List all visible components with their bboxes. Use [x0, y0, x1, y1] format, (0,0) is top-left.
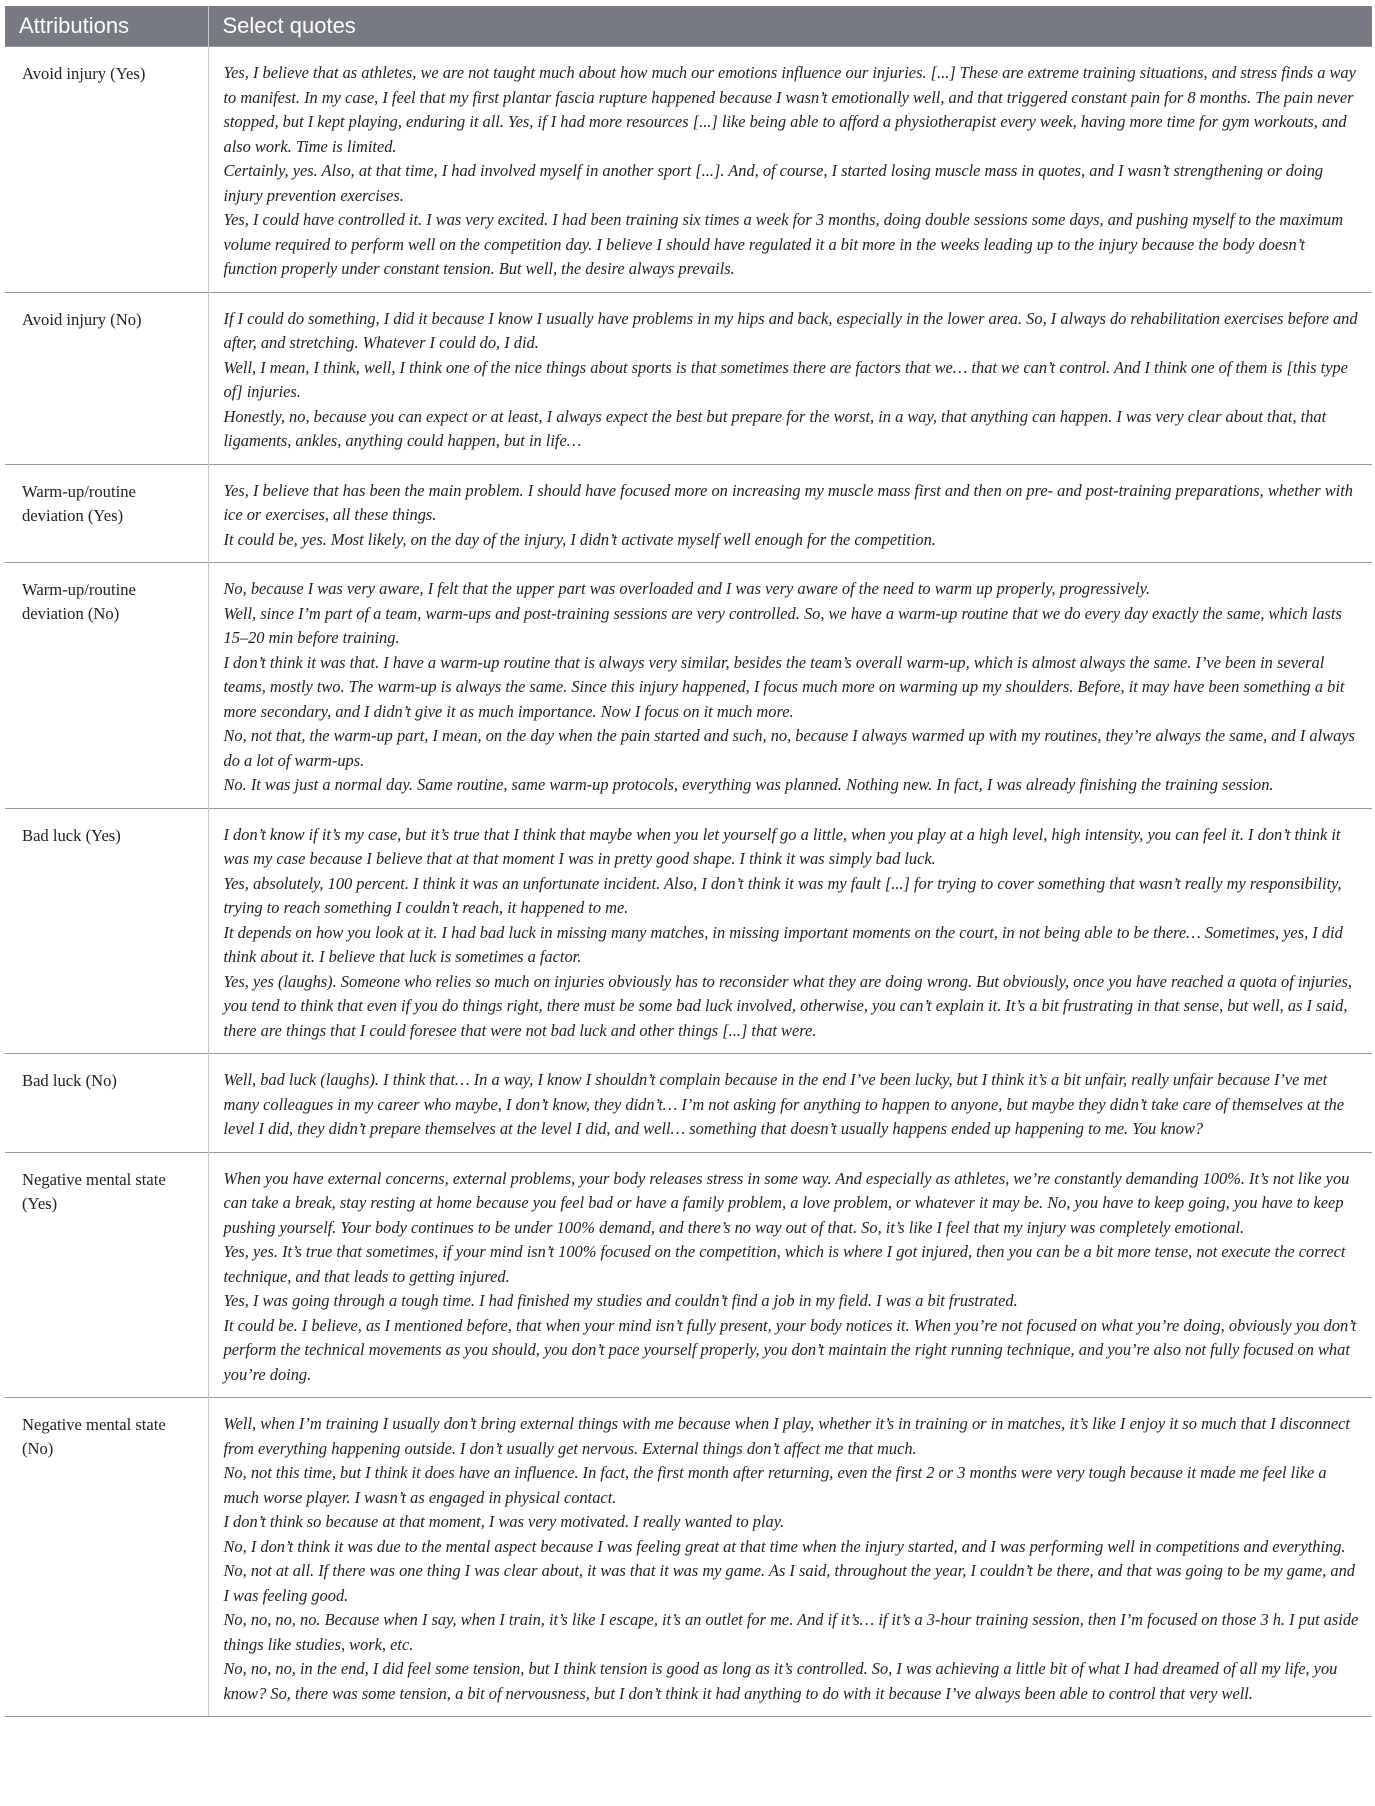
header-select-quotes: Select quotes	[208, 6, 1372, 47]
table-row	[5, 464, 1372, 563]
quote-text: Yes, I believe that has been the main problem. I should have focused more on increasing my muscle mass first and then on pre- and post-training preparations, whether with ice or exercises, all these things.	[223, 480, 1353, 524]
attribution-cell: Negative mental state (Yes)	[5, 1152, 208, 1398]
quotes-table-container	[5, 6, 1372, 1717]
table-row	[5, 1398, 1372, 1717]
table-row	[5, 47, 1372, 293]
attribution-cell: Avoid injury (No)	[5, 292, 208, 464]
table-row	[5, 292, 1372, 464]
quote-text: No, because I was very aware, I felt that the upper part was overloaded and I was very aware of the need to warm up properly, progressively.	[223, 579, 1151, 598]
quotes-cell	[208, 808, 1372, 1054]
table-body	[5, 47, 1372, 1717]
table-row	[5, 563, 1372, 809]
quote-text: Well, bad luck (laughs). I think that… In a way, I know I shouldn’t complain because in the end I’ve been lucky, but I think it’s a bit unfair, really unfair because I’ve met many colleagues in my career who maybe, I don’t know, they didn’t… I’m not asking for anything to happen to anyone, but maybe they didn’t take care of themselves at the level I did, they didn’t prepare themselves at the level I did, and well… something that doesn’t usually happens ended up happening to me. You know?	[223, 1070, 1345, 1138]
quote-text: It could be, yes. Most likely, on the day of the injury, I didn’t activate myself well enough for the competition.	[223, 529, 936, 549]
quote-text: Yes, I could have controlled it. I was very excited. I had been training six times a week for 3 months, doing double sessions some days, and pushing myself to the maximum volume required to perform well on the competition day. I believe I should have regulated it a bit more in the weeks leading up to the injury because the body doesn’t function properly under constant tension. But well, the desire always prevails.	[223, 210, 1344, 278]
quote-text: No, no, no, no. Because when I say, when I train, it’s like I escape, it’s an outlet for me. And if it’s… if it’s a 3-hour training session, then I’m focused on those 3 h. I put aside things like studies, work, etc.	[223, 1610, 1359, 1654]
quote-text: Yes, I believe that as athletes, we are not taught much about how much our emotions influence our injuries. [...] These are extreme training situations, and stress finds a way to manifest. In my case, I feel that my first plantar fascia rupture happened because I wasn’t emotionally well, and that triggered constant pain for 8 months. The pain never stopped, but I kept playing, enduring it all. Yes, if I had more resources [...] like being able to afford a physiotherapist every week, having more time for gym workouts, and also work. Time is limited.	[223, 63, 1356, 156]
quote-text: It depends on how you look at it. I had bad luck in missing many matches, in missing important moments on the court, in not being able to be there… Sometimes, yes, I did think about it. I believe that luck is sometimes a factor.	[223, 922, 1343, 966]
quote-text: No, not this time, but I think it does have an influence. In fact, the first month after returning, even the first 2 or 3 months were very tough because it made me feel like a much worse player. I wasn’t as engaged in physical contact.	[223, 1463, 1327, 1507]
quotes-cell	[208, 1152, 1372, 1398]
attribution-cell: Warm-up/routine deviation (No)	[5, 563, 208, 809]
attribution-cell: Warm-up/routine deviation (Yes)	[5, 464, 208, 563]
quote-text: Well, I mean, I think, well, I think one of the nice things about sports is that sometimes there are factors that we… that we can’t control. And I think one of them is [this type of] injuries.	[223, 357, 1348, 401]
quote-text: No, not at all. If there was one thing I was clear about, it was that it was my game. As I said, throughout the year, I couldn’t be there, and that was going to be my game, and I was feeling good.	[223, 1561, 1355, 1605]
quotes-cell	[208, 1054, 1372, 1153]
table-row	[5, 1152, 1372, 1398]
quote-text: I don’t know if it’s my case, but it’s true that I think that maybe when you let yourself go a little, when you play at a high level, high intensity, you can feel it. I don’t think it was my case because I believe that at that moment I was in pretty good shape. I think it was simply bad luck.	[223, 824, 1341, 868]
header-attributions: Attributions	[5, 6, 208, 47]
table-row	[5, 808, 1372, 1054]
quote-text: Certainly, yes. Also, at that time, I had involved myself in another sport [...]. And, of course, I started losing muscle mass in quotes, and I wasn’t strengthening or doing injury prevention exercises.	[223, 161, 1324, 205]
attribution-cell: Bad luck (Yes)	[5, 808, 208, 1054]
quote-text: Honestly, no, because you can expect or at least, I always expect the best but prepare for the worst, in a way, that anything can happen. I was very clear about that, that ligaments, ankles, anything could happen, but in life…	[223, 406, 1327, 450]
quote-text: I don’t think so because at that moment, I was very motivated. I really wanted to play.	[223, 1512, 785, 1531]
header-row	[5, 6, 1372, 47]
quote-text: No, not that, the warm-up part, I mean, on the day when the pain started and such, no, because I always warmed up with my routines, they’re always the same, and I always do a lot of warm-ups.	[223, 726, 1355, 770]
quote-text: No, I don’t think it was due to the mental aspect because I was feeling great at that time when the injury started, and I was performing well in competitions and everything.	[223, 1536, 1346, 1556]
table-row	[5, 1054, 1372, 1153]
quote-text: Well, when I’m training I usually don’t bring external things with me because when I play, whether it’s in training or in matches, it’s like I enjoy it so much that I disconnect from everything happening outside. I don’t usually get nervous. External things don’t affect me that much.	[223, 1414, 1350, 1458]
quotes-cell	[208, 47, 1372, 293]
quote-text: If I could do something, I did it because I know I usually have problems in my hips and back, especially in the lower area. So, I always do rehabilitation exercises before and after, and stretching. Whatever I could do, I did.	[223, 308, 1358, 352]
quotes-cell	[208, 292, 1372, 464]
quote-text: No. It was just a normal day. Same routine, same warm-up protocols, everything was planned. Nothing new. In fact, I was already finishing the training session.	[223, 775, 1274, 794]
attribution-cell: Bad luck (No)	[5, 1054, 208, 1153]
quote-text: It could be. I believe, as I mentioned before, that when your mind isn’t fully present, your body notices it. When you’re not focused on what you’re doing, obviously you don’t perform the technical movements as you should, you don’t pace yourself properly, you don’t maintain the right running technique, and you’re also not fully focused on what you’re doing.	[223, 1315, 1357, 1384]
quote-text: Yes, I was going through a tough time. I had finished my studies and couldn’t find a job in my field. I was a bit frustrated.	[223, 1291, 1018, 1310]
quote-text: Yes, yes (laughs). Someone who relies so much on injuries obviously has to reconsider what they are doing wrong. But obviously, once you have reached a quota of injuries, you tend to think that even if you do things right, there must be some bad luck involved, otherwise, you can’t explain it. It’s a bit frustrating in that sense, but well, as I said, there are things that I could foresee that were not bad luck and other things [...] that were.	[223, 971, 1353, 1040]
quote-text: Yes, absolutely, 100 percent. I think it was an unfortunate incident. Also, I don’t think it was my fault [...] for trying to cover something that wasn’t really my responsibility, trying to reach something I couldn’t reach, it happened to me.	[223, 873, 1342, 917]
attribution-cell: Negative mental state (No)	[5, 1398, 208, 1717]
attributions-quotes-table	[5, 6, 1372, 1717]
quote-text: Well, since I’m part of a team, warm-ups and post-training sessions are very controlled. So, we have a warm-up routine that we do every day exactly the same, which lasts 15–20 min before training.	[223, 603, 1342, 647]
quotes-cell	[208, 563, 1372, 809]
quote-text: No, no, no, in the end, I did feel some tension, but I think tension is good as long as it’s controlled. So, I was achieving a little bit of what I had dreamed of all my life, you know? So, there was some tension, a bit of nervousness, but I don’t think it had anything to do with it because I’ve always been able to control that very well.	[223, 1659, 1338, 1703]
quotes-cell	[208, 464, 1372, 563]
quotes-cell	[208, 1398, 1372, 1717]
quote-text: Yes, yes. It’s true that sometimes, if your mind isn’t 100% focused on the competition, which is where I got injured, then you can be a bit more tense, not execute the correct technique, and that leads to getting injured.	[223, 1242, 1346, 1286]
attribution-cell: Avoid injury (Yes)	[5, 47, 208, 293]
table-header	[5, 6, 1372, 47]
quote-text: I don’t think it was that. I have a warm-up routine that is always very similar, besides the team’s overall warm-up, which is almost always the same. I’ve been in several teams, mostly two. The warm-up is always the same. Since this injury happened, I focus much more on warming up my shoulders. Before, it may have been something a bit more secondary, and I didn’t give it as much importance. Now I focus on it much more.	[223, 652, 1345, 721]
quote-text: When you have external concerns, external problems, your body releases stress in some way. And especially as athletes, we’re constantly demanding 100%. It’s not like you can take a break, stay resting at home because you feel bad or have a family problem, a love problem, or whatever it may be. No, you have to keep going, you have to keep pushing yourself. Your body continues to be under 100% demand, and there’s no way out of that. So, it’s like I feel that my injury was completely emotional.	[223, 1168, 1350, 1237]
